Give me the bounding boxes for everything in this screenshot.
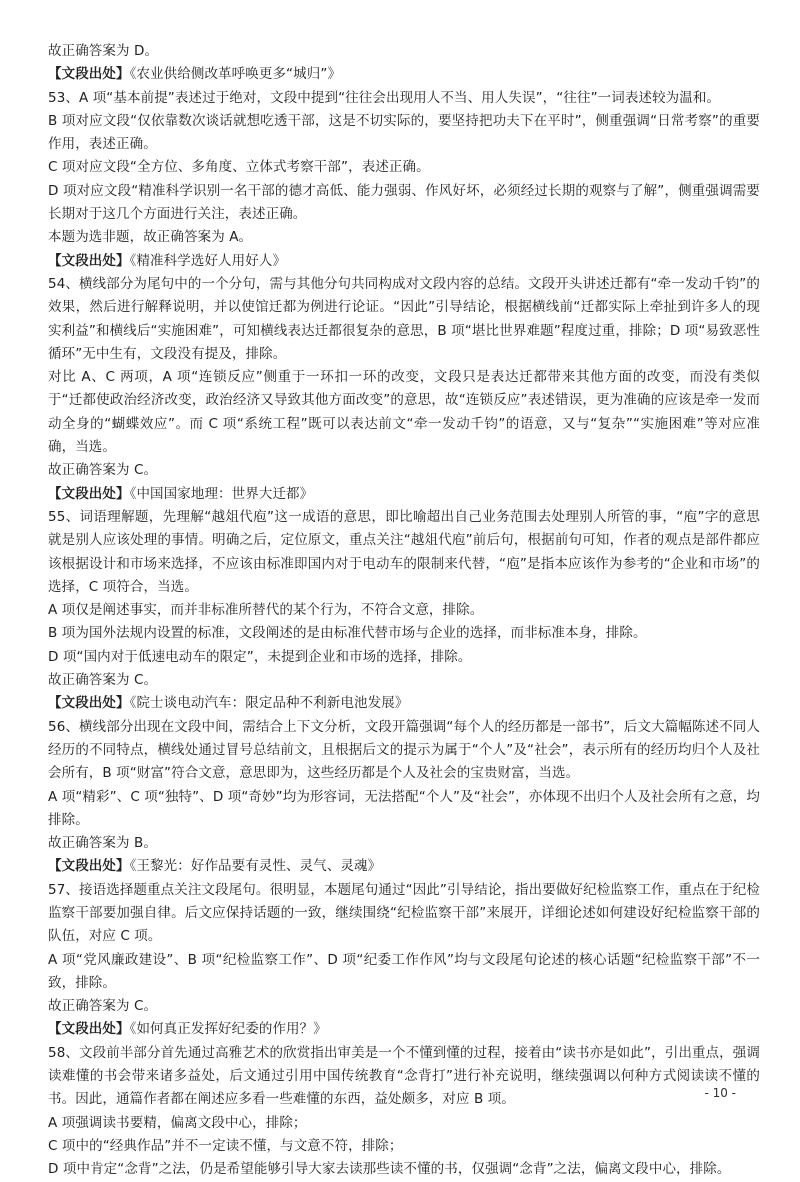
paragraph: 对比 A、C 两项，A 项“连锁反应”侧重于一环扣一环的改变，文段只是表达迁都带来其他方面的改变，而没有类似于“迁都使政治经济改变，政治经济又导致其他方面改变”的意思，故“连锁反应”表述错误，更为准确的应该是牵一发而动全身的“蝴蝶效应”。而 C 项“系统工程”既可以表达前文“牵一发动千钧”的语意，又与“复杂”“实施困难”等对应准确，当选。 [48,369,760,456]
source-title: 《中国国家地理：世界大迁都》 [129,485,314,502]
source-title: 《农业供给侧改革呼唤更多“城归”》 [129,66,342,83]
paragraph: 本题为选非题，故正确答案为 A。 [48,229,253,246]
source-citation [48,692,760,715]
document-body [48,40,760,1182]
paragraph: A 项“党风廉政建设”、B 项“纪检监察工作”、D 项“纪委工作作风”均与文段尾句论述的核心话题“纪检监察干部”不一致，排除。 [48,951,760,991]
source-citation [48,855,760,878]
paragraph: 故正确答案为 B。 [48,835,157,852]
paragraph: 58、文段前半部分首先通过高雅艺术的欣赏指出审美是一个不懂到懂的过程，接着由“读书亦是如此”，引出重点，强调读难懂的书会带来诸多益处，后文通过引用中国传统教育“念背打”进行补充说明，继续强调以何种方式阅读读不懂的书。因此，通篇作者都在阐述应多看一些难懂的东西，益处颇多，对应 B 项。 [48,1044,760,1108]
paragraph: A 项仅是阐述事实，而并非标准所替代的某个行为，不符合文意，排除。 [48,602,484,619]
paragraph: 55、词语理解题，先理解“越俎代庖”这一成语的意思，即比喻超出自己业务范围去处理别人所管的事，“庖”字的意思就是别人应该处理的事情。明确之后，定位原文，重点关注“越俎代庖”前后句，根据前句可知，作者的观点是部件都应该根据设计和市场来选择，不应该由标准即国内对于电动车的限制来代替，“庖”是指本应该作为参考的“企业和市场”的选择，C 项符合，当选。 [48,508,760,595]
source-citation [48,483,760,506]
source-tag-label: 【文段出处】 [48,66,130,83]
source-tag-label: 【文段出处】 [48,252,130,269]
source-tag-label: 【文段出处】 [48,695,130,712]
paragraph: 故正确答案为 C。 [48,672,158,689]
paragraph: B 项对应文段“仅依靠数次谈话就想吃透干部，这是不切实际的，要坚持把功夫下在平时”，侧重强调“日常考察”的重要作用，表述正确。 [48,112,760,153]
paragraph: D 项中肯定“念背”之法，仍是希望能够引导大家去读那些读不懂的书，仅强调“念背”之法，偏离文段中心，排除。 [48,1161,731,1178]
paragraph: 53、A 项“基本前提”表述过于绝对，文段中提到“往往会出现用人不当、用人失误”，“往往”一词表述较为温和。 [48,89,721,106]
page-number: - 10 - [704,1086,736,1100]
source-tag-label: 【文段出处】 [48,858,130,875]
paragraph: 故正确答案为 D。 [48,43,159,59]
paragraph: 54、横线部分为尾句中的一个分句，需与其他分句共同构成对文段内容的总结。文段开头讲述迁都有“牵一发动千钧”的效果，然后进行解释说明，并以使馆迁都为例进行论证。“因此”引导结论，根据横线前“迁都实际上牵扯到许多人的现实利益”和横线后“实施困难”，可知横线表达迁都很复杂的意思，B 项“堪比世界难题”程度过重，排除；D 项“易致恶性循环”无中生有，文段没有提及，排除。 [48,275,760,362]
source-citation [48,1018,760,1041]
source-title: 《王黎光：好作品要有灵性、灵气、灵魂》 [129,858,382,875]
paragraph: B 项为国外法规内设置的标准，文段阐述的是由标准代替市场与企业的选择，而非标准本身，排除。 [48,625,647,642]
source-citation [48,250,760,273]
paragraph: 故正确答案为 C。 [48,998,158,1015]
paragraph: C 项中的“经典作品”并不一定读不懂，与文意不符，排除； [48,1137,403,1154]
paragraph: 57、接语选择题重点关注文段尾句。很明显，本题尾句通过“因此”引导结论，指出要做好纪检监察工作，重点在于纪检监察干部要加强自律。后文应保持话题的一致，继续围绕“纪检监察干部”来展开，详细论述如何建设好纪检监察干部的队伍，对应 C 项。 [48,881,760,945]
source-tag-label: 【文段出处】 [48,485,130,502]
paragraph: 故正确答案为 C。 [48,462,158,479]
source-title: 《院士谈电动汽车：限定品种不利新电池发展》 [129,695,409,712]
paragraph: D 项“国内对于低速电动车的限定”，未提到企业和市场的选择，排除。 [48,648,472,665]
paragraph: C 项对应文段“全方位、多角度、立体式考察干部”，表述正确。 [48,159,430,176]
paragraph: A 项强调读书要精，偏离文段中心，排除； [48,1114,307,1131]
paragraph: A 项“精彩”、C 项“独特”、D 项“奇妙”均为形容词，无法搭配“个人”及“社会”，亦体现不出归个人及社会所有之意，均排除。 [48,788,760,828]
paragraph: D 项对应文段“精准科学识别一名干部的德才高低、能力强弱、作风好坏，必须经过长期的观察与了解”，侧重强调需要长期对于这几个方面进行关注，表述正确。 [48,182,760,223]
paragraph: 56、横线部分出现在文段中间，需结合上下文分析，文段开篇强调“每个人的经历都是一部书”，后文大篇幅陈述不同人经历的不同特点，横线处通过冒号总结前文，且根据后文的提示为属于“个人”及“社会”，表示所有的经历均归个人及社会所有，B 项“财富”符合文意，意思即为，这些经历都是个人及社会的宝贵财富，当选。 [48,718,760,782]
source-citation [48,63,760,86]
source-tag-label: 【文段出处】 [48,1021,130,1038]
source-title: 《如何真正发挥好纪委的作用？》 [129,1021,327,1038]
source-title: 《精准科学选好人用好人》 [129,252,287,269]
